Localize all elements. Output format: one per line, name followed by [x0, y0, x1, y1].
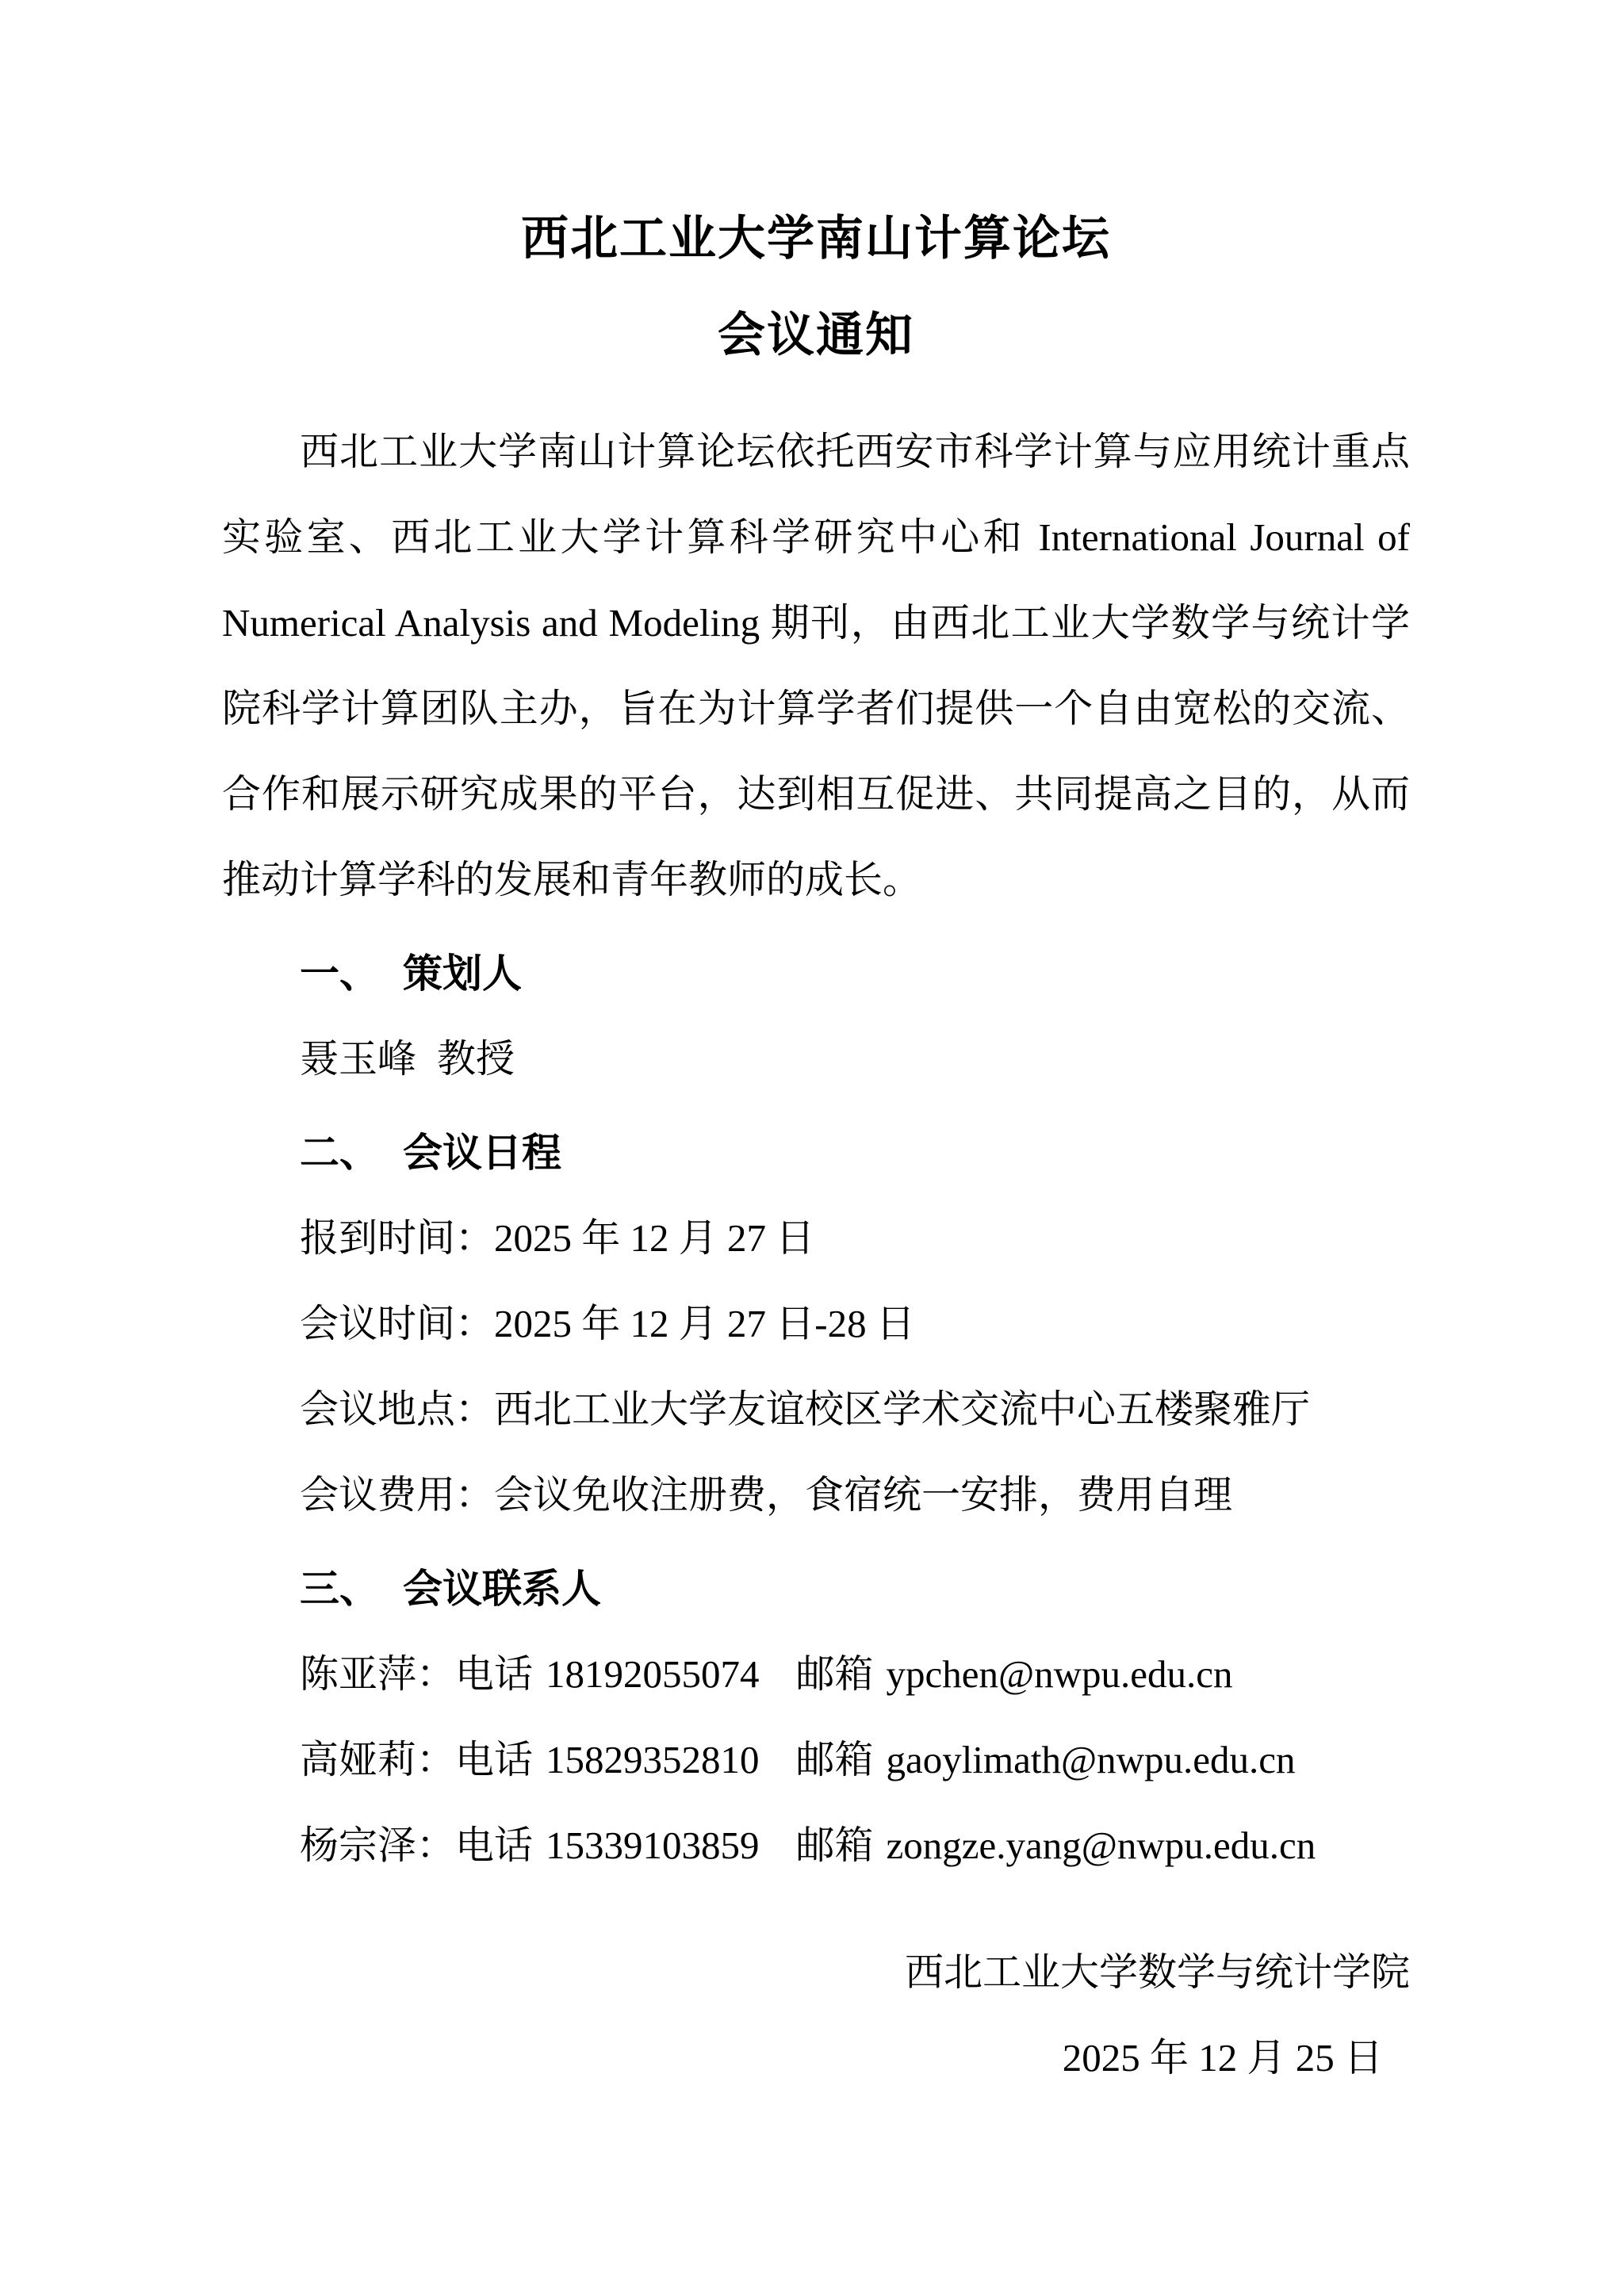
schedule-item-value: 2025 年 12 月 27 日-28 日 — [494, 1302, 915, 1345]
contact-email: gaoylimath@nwpu.edu.cn — [886, 1738, 1296, 1781]
schedule-item-value: 2025 年 12 月 27 日 — [494, 1216, 815, 1260]
section-contacts-title: 会议联系人 — [403, 1567, 601, 1611]
schedule-item-dates — [222, 1281, 1410, 1367]
schedule-item-checkin — [222, 1196, 1410, 1281]
section-planner-number: 一、 — [300, 951, 379, 996]
schedule-item-venue — [222, 1367, 1410, 1452]
section-schedule-heading — [222, 1110, 1410, 1196]
schedule-item-value: 西北工业大学友谊校区学术交流中心五楼聚雅厅 — [494, 1387, 1311, 1431]
contact-phone-label: 电话 — [455, 1738, 534, 1781]
contact-name: 高娅莉： — [300, 1738, 456, 1781]
contact-phone: 18192055074 — [546, 1652, 760, 1696]
section-contacts-number: 三、 — [300, 1567, 379, 1611]
signature-block — [222, 1930, 1410, 2101]
section-contacts-heading — [222, 1546, 1410, 1632]
contact-phone-label: 电话 — [455, 1652, 534, 1696]
contact-phone: 15829352810 — [546, 1738, 760, 1781]
section-schedule-title: 会议日程 — [403, 1131, 561, 1175]
contact-name: 杨宗泽： — [300, 1823, 456, 1867]
contact-row — [222, 1717, 1410, 1803]
signature-date: 2025 年 12 月 25 日 — [1062, 2036, 1383, 2080]
schedule-item-label: 会议费用： — [300, 1473, 495, 1517]
intro-paragraph: 西北工业大学南山计算论坛依托西安市科学计算与应用统计重点实验室、西北工业大学计算科学研究中心和 International Journal of Numerical Analysis and Modeling 期刊，由西北工业大学数学与统计学院科学计算团队主办，旨在为计算学者们提供一个自由宽松的交流、合作和展示研究成果的平台，达到相互促进、共同提高之目的，从而推动计算学科的发展和青年教师的成长。 — [222, 430, 1410, 901]
doc-title-line2: 会议通知 — [718, 308, 914, 362]
contact-email-label: 邮箱 — [795, 1738, 874, 1781]
schedule-item-label: 报到时间： — [300, 1216, 495, 1260]
schedule-item-fee — [222, 1452, 1410, 1538]
section-planner-heading — [222, 931, 1410, 1016]
schedule-item-value: 会议免收注册费，食宿统一安排，费用自理 — [494, 1473, 1233, 1517]
contact-email: ypchen@nwpu.edu.cn — [886, 1652, 1233, 1696]
signature-organization: 西北工业大学数学与统计学院 — [904, 1950, 1410, 1994]
contact-phone-label: 电话 — [455, 1823, 534, 1867]
section-planner-title: 策划人 — [403, 951, 522, 996]
contact-row — [222, 1803, 1410, 1888]
contact-email: zongze.yang@nwpu.edu.cn — [886, 1823, 1316, 1867]
schedule-item-label: 会议时间： — [300, 1302, 495, 1345]
contact-phone: 15339103859 — [546, 1823, 760, 1867]
schedule-item-label: 会议地点： — [300, 1387, 495, 1431]
planner-person-line — [222, 1016, 1410, 1102]
doc-title-line1: 西北工业大学南山计算论坛 — [521, 212, 1111, 265]
contact-email-label: 邮箱 — [795, 1823, 874, 1867]
section-schedule-number: 二、 — [300, 1131, 379, 1175]
contact-name: 陈亚萍： — [300, 1652, 456, 1696]
planner-person-title: 教授 — [437, 1037, 515, 1081]
contact-row — [222, 1632, 1410, 1717]
planner-person-name: 聂玉峰 — [300, 1037, 417, 1081]
contact-email-label: 邮箱 — [795, 1652, 874, 1696]
